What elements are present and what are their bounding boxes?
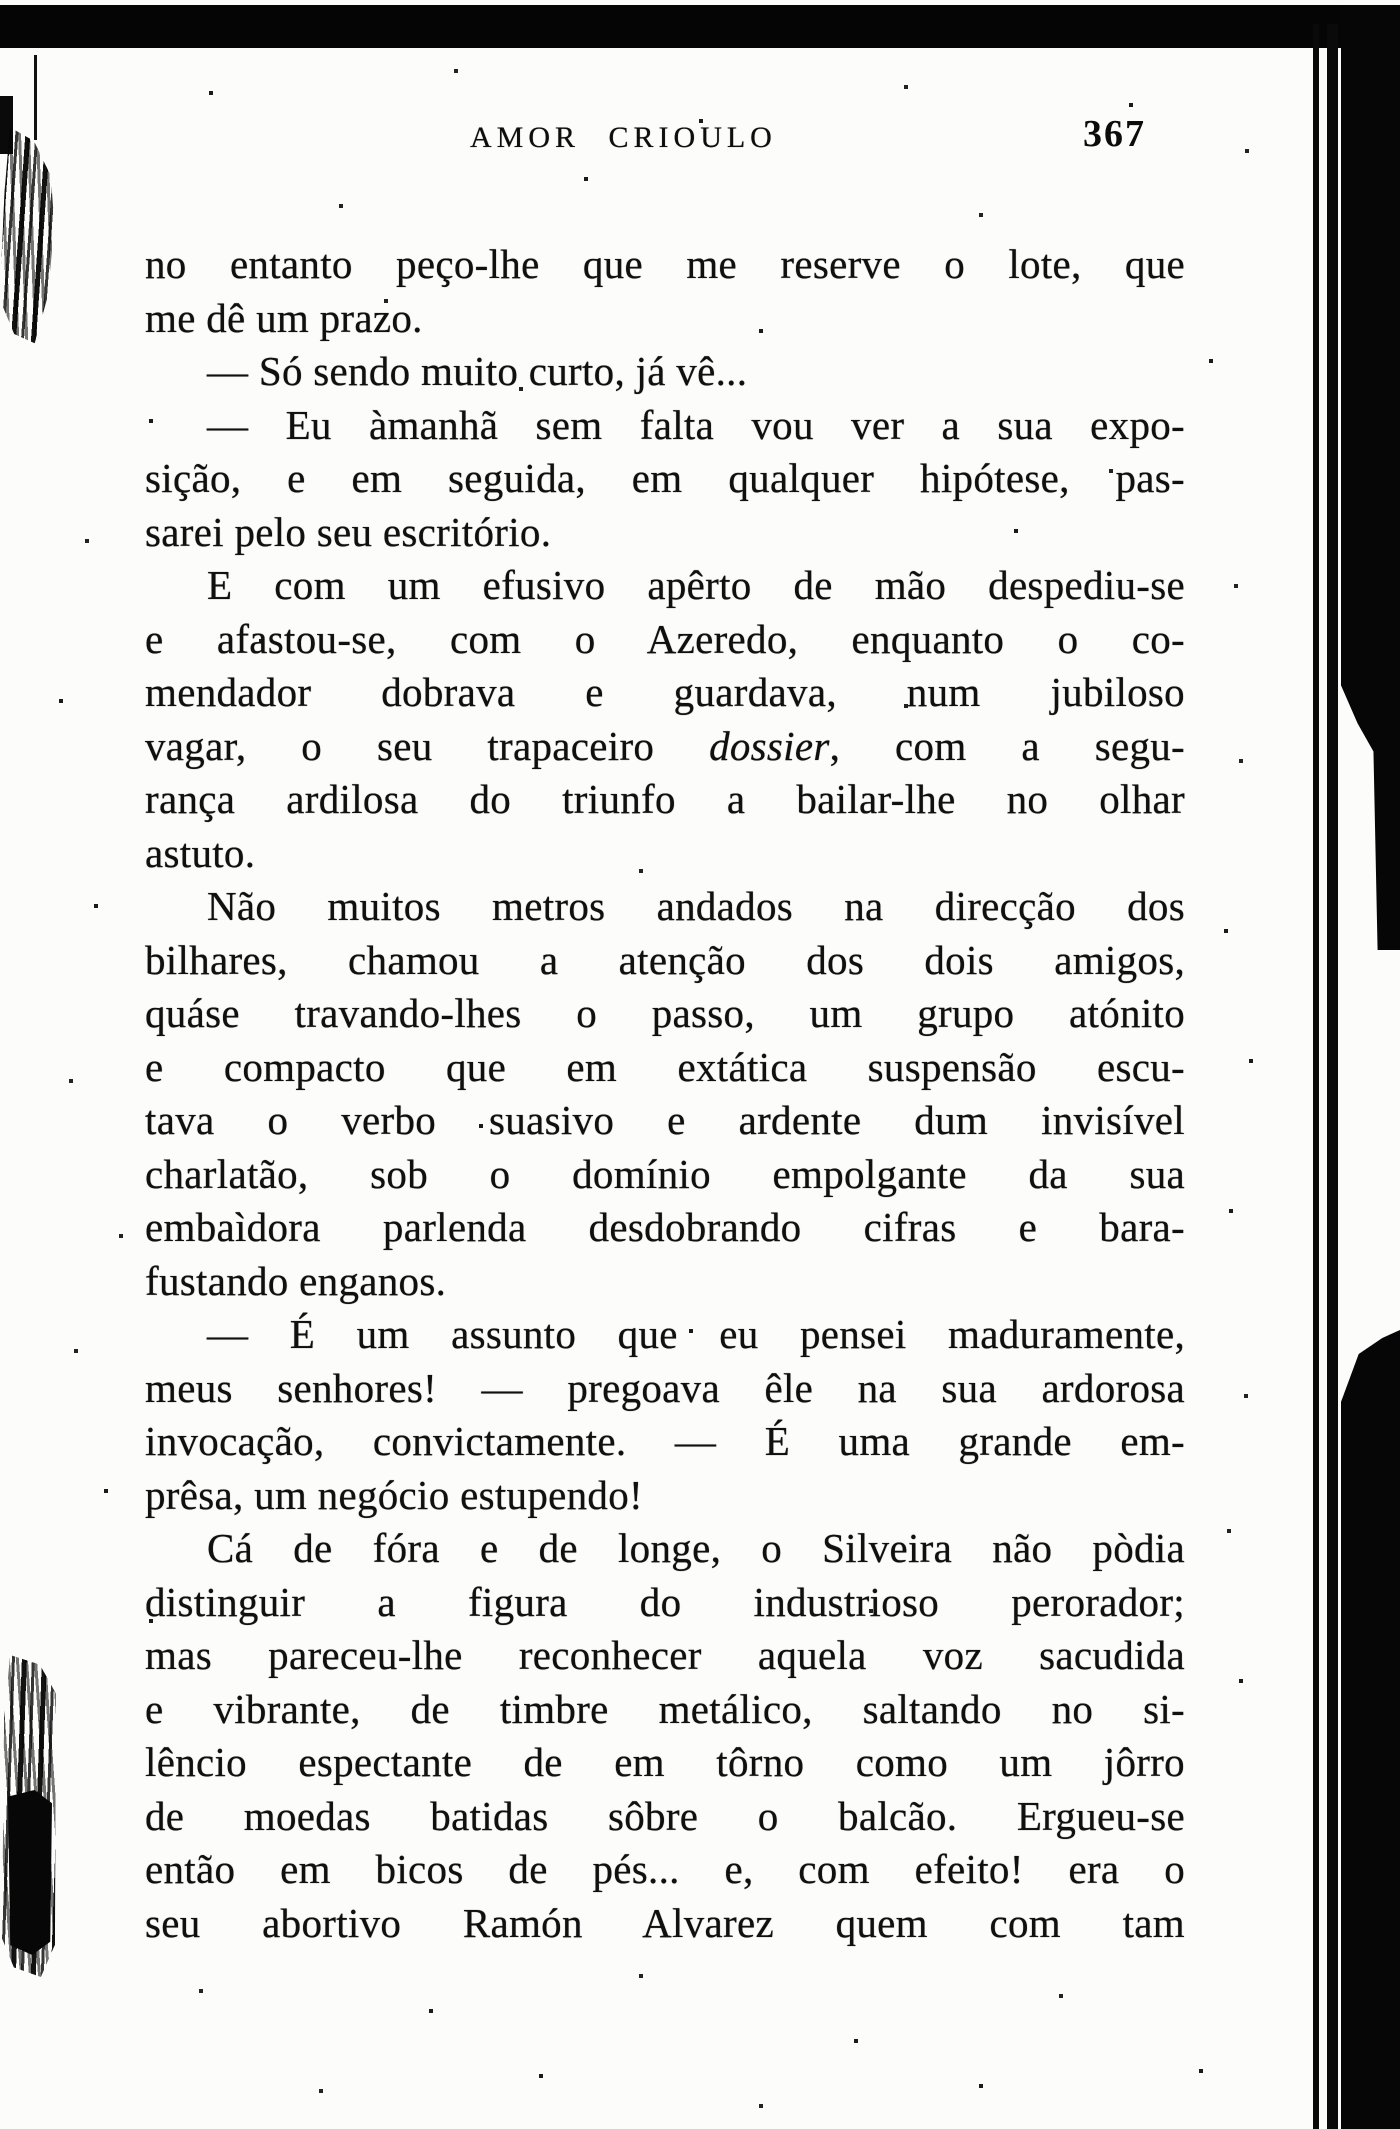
text-line xyxy=(145,1576,1185,1630)
text-line xyxy=(145,1469,1185,1523)
scan-artifact-right-rule xyxy=(1313,24,1319,2129)
text-line xyxy=(145,1415,1185,1469)
line-segment: invocação, convictamente. — É uma grande em- xyxy=(145,1418,1185,1464)
text-line xyxy=(145,559,1185,613)
text-line xyxy=(145,452,1185,506)
scan-artifact-speckles xyxy=(0,0,2,2)
line-segment: quáse travando-lhes o passo, um grupo atónito xyxy=(145,990,1185,1036)
text-line xyxy=(145,720,1185,774)
scan-artifact-left-mark xyxy=(34,55,37,140)
line-segment: de moedas batidas sôbre o balcão. Ergueu-se xyxy=(145,1792,1185,1839)
text-line xyxy=(145,1790,1185,1844)
line-segment: mendador dobrava e guardava, num jubiloso xyxy=(145,669,1185,715)
line-segment: e afastou-se, com o Azeredo, enquanto o co- xyxy=(145,615,1185,662)
scan-artifact-ink-smudge xyxy=(0,127,58,344)
text-line xyxy=(145,1522,1185,1576)
line-segment: vagar, o seu trapaceiro xyxy=(145,722,710,769)
line-segment: tava o verbo suasivo e ardente dum invisível xyxy=(145,1097,1185,1143)
text-line xyxy=(145,1041,1185,1095)
line-segment: — Eu àmanhã sem falta vou ver a sua expo- xyxy=(207,401,1185,448)
line-segment: embaìdora parlenda desdobrando cifras e bara- xyxy=(145,1204,1185,1250)
line-segment: Não muitos metros andados na direcção dos xyxy=(207,883,1185,929)
line-segment: charlatão, sob o domínio empolgante da sua xyxy=(145,1150,1185,1197)
scan-artifact-top-bar xyxy=(0,5,1400,48)
text-line xyxy=(145,1255,1185,1309)
text-line xyxy=(145,1362,1185,1416)
scan-artifact-right-edge-shadow xyxy=(1341,1330,1400,2129)
line-segment: — É um assunto que eu pensei maduramente, xyxy=(207,1311,1185,1357)
line-segment: bilhares, chamou a atenção dos dois amigos, xyxy=(145,936,1185,983)
line-segment: Cá de fóra e de longe, o Silveira não pòdia xyxy=(207,1525,1185,1571)
text-line xyxy=(145,1094,1185,1148)
line-segment: sarei pelo seu escritório. xyxy=(145,508,552,555)
text-line xyxy=(145,506,1185,560)
line-segment: fustando enganos. xyxy=(145,1257,447,1304)
line-segment: lêncio espectante de em tôrno como um jôrro xyxy=(145,1739,1185,1785)
scan-artifact-ink-smudge xyxy=(8,1790,52,1955)
line-segment: e vibrante, de timbre metálico, saltando no si- xyxy=(145,1685,1185,1732)
line-segment: me dê um prazo. xyxy=(145,294,423,341)
line-segment: então em bicos de pés... e, com efeito! era o xyxy=(145,1846,1185,1892)
text-line xyxy=(145,666,1185,720)
scan-artifact-right-edge-shadow xyxy=(1341,5,1400,950)
text-line xyxy=(145,880,1185,934)
text-line xyxy=(145,613,1185,667)
italic-word: dossier xyxy=(709,722,830,769)
text-line xyxy=(145,773,1185,827)
text-line xyxy=(145,1843,1185,1897)
text-block xyxy=(145,238,1185,1950)
line-segment: distinguir a figura do industrioso perorador; xyxy=(145,1578,1185,1625)
text-line xyxy=(145,1148,1185,1202)
line-segment: no entanto peço-lhe que me reserve o lote, que xyxy=(145,241,1185,287)
text-line xyxy=(145,1629,1185,1683)
text-line xyxy=(145,1736,1185,1790)
text-line xyxy=(145,238,1185,292)
line-segment: seu abortivo Ramón Alvarez quem com tam xyxy=(145,1899,1185,1946)
line-segment: e compacto que em extática suspensão escu- xyxy=(145,1043,1185,1090)
line-segment: mas pareceu-lhe reconhecer aquela voz sacudida xyxy=(145,1632,1185,1678)
line-segment: meus senhores! — pregoava êle na sua ardorosa xyxy=(145,1364,1185,1411)
line-segment: astuto. xyxy=(145,829,256,876)
line-segment: E com um efusivo apêrto de mão despediu-se xyxy=(207,562,1185,608)
line-segment: — Só sendo muito curto, já vê... xyxy=(207,348,748,394)
text-line xyxy=(145,345,1185,399)
text-line xyxy=(145,1201,1185,1255)
line-segment: sição, e em seguida, em qualquer hipótese, pas- xyxy=(145,455,1185,501)
line-segment: , com a segu- xyxy=(829,722,1185,769)
line-segment: rança ardilosa do triunfo a bailar-lhe no olhar xyxy=(145,776,1185,822)
text-line xyxy=(145,399,1185,453)
text-line xyxy=(145,934,1185,988)
text-line xyxy=(145,292,1185,346)
text-line xyxy=(145,827,1185,881)
line-segment: prêsa, um negócio estupendo! xyxy=(145,1471,643,1518)
text-line xyxy=(145,1897,1185,1951)
text-line xyxy=(145,1683,1185,1737)
page-number: 367 xyxy=(1083,113,1146,155)
scan-artifact-right-rule xyxy=(1327,24,1338,2129)
text-line xyxy=(145,1308,1185,1362)
text-line xyxy=(145,987,1185,1041)
running-header-title: AMOR CRIOULO xyxy=(470,121,777,154)
